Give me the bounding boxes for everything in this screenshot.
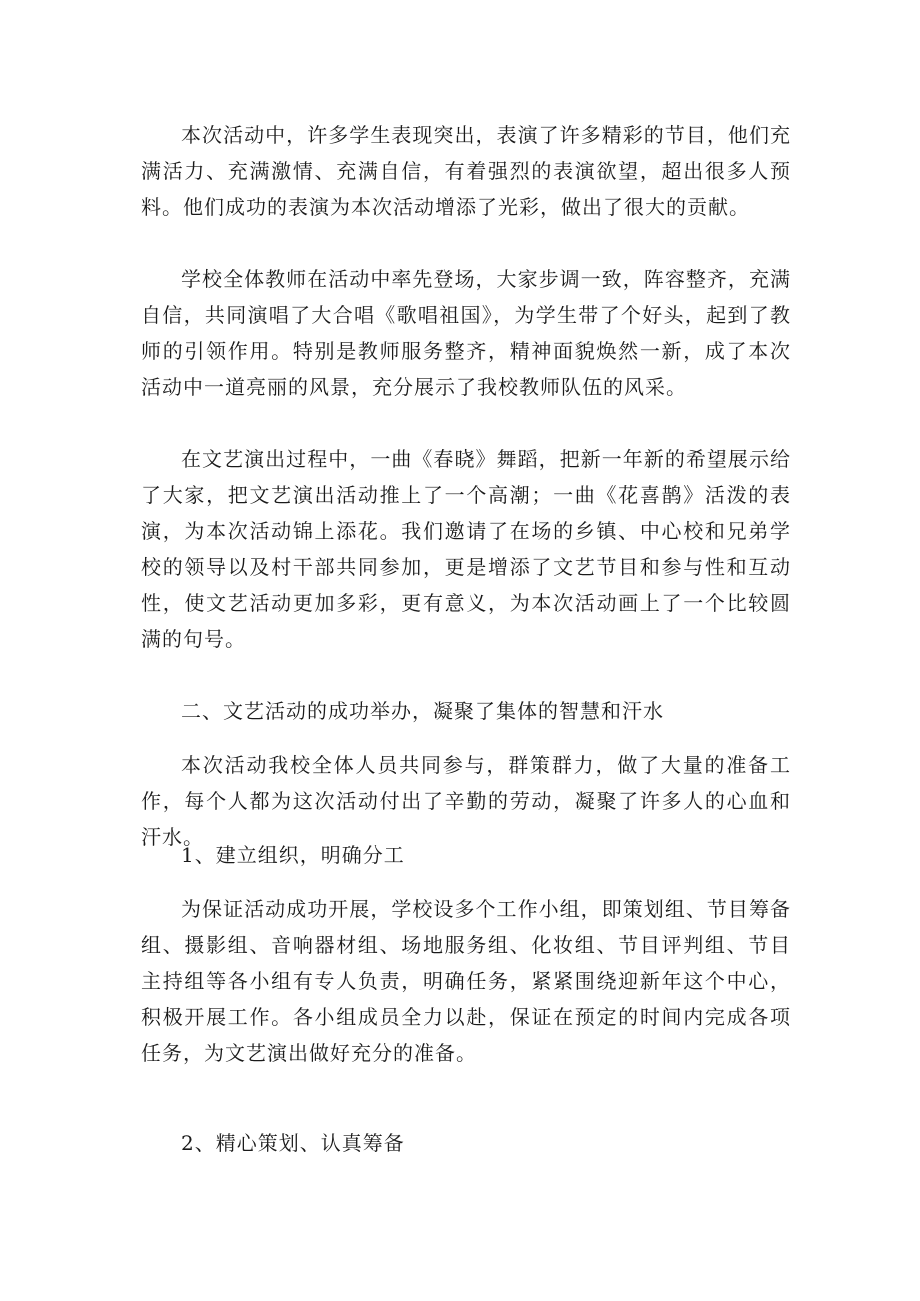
paragraph-preparation-work: 本次活动我校全体人员共同参与，群策群力，做了大量的准备工作，每个人都为这次活动付出了辛勤的劳动，凝聚了许多人的心血和汗水。 [141,753,791,849]
paragraph-working-groups: 为保证活动成功开展，学校设多个工作小组，即策划组、节目筹备组、摄影组、音响器材组、场地服务组、化妆组、节目评判组、节目主持组等各小组有专人负责，明确任务，紧紧围绕迎新年这个中心，积极开展工作。各小组成员全力以赴，保证在预定的时间内完成各项任务，为文艺演出做好充分的准备。 [141,897,791,1065]
paragraph-teacher-performance: 学校全体教师在活动中率先登场，大家步调一致，阵容整齐，充满自信，共同演唱了大合唱《歌唱祖国》，为学生带了个好头，起到了教师的引领作用。特别是教师服务整齐，精神面貌焕然一新，成了本次活动中一道亮丽的风景，充分展示了我校教师队伍的风采。 [141,267,791,399]
subheading-organize-teams: 1、建立组织，明确分工 [181,843,405,867]
section-heading-collective-effort: 二、文艺活动的成功举办，凝聚了集体的智慧和汗水 [181,699,664,723]
subheading-careful-planning: 2、精心策划、认真筹备 [181,1131,405,1155]
paragraph-dance-programs: 在文艺演出过程中，一曲《春晓》舞蹈，把新一年新的希望展示给了大家，把文艺演出活动推上了一个高潮；一曲《花喜鹊》活泼的表演，为本次活动锦上添花。我们邀请了在场的乡镇、中心校和兄弟学校的领导以及村干部共同参加，更是增添了文艺节目和参与性和互动性，使文艺活动更加多彩，更有意义，为本次活动画上了一个比较圆满的句号。 [141,447,791,651]
paragraph-student-performance: 本次活动中，许多学生表现突出，表演了许多精彩的节目，他们充满活力、充满激情、充满自信，有着强烈的表演欲望，超出很多人预料。他们成功的表演为本次活动增添了光彩，做出了很大的贡献。 [141,123,791,219]
